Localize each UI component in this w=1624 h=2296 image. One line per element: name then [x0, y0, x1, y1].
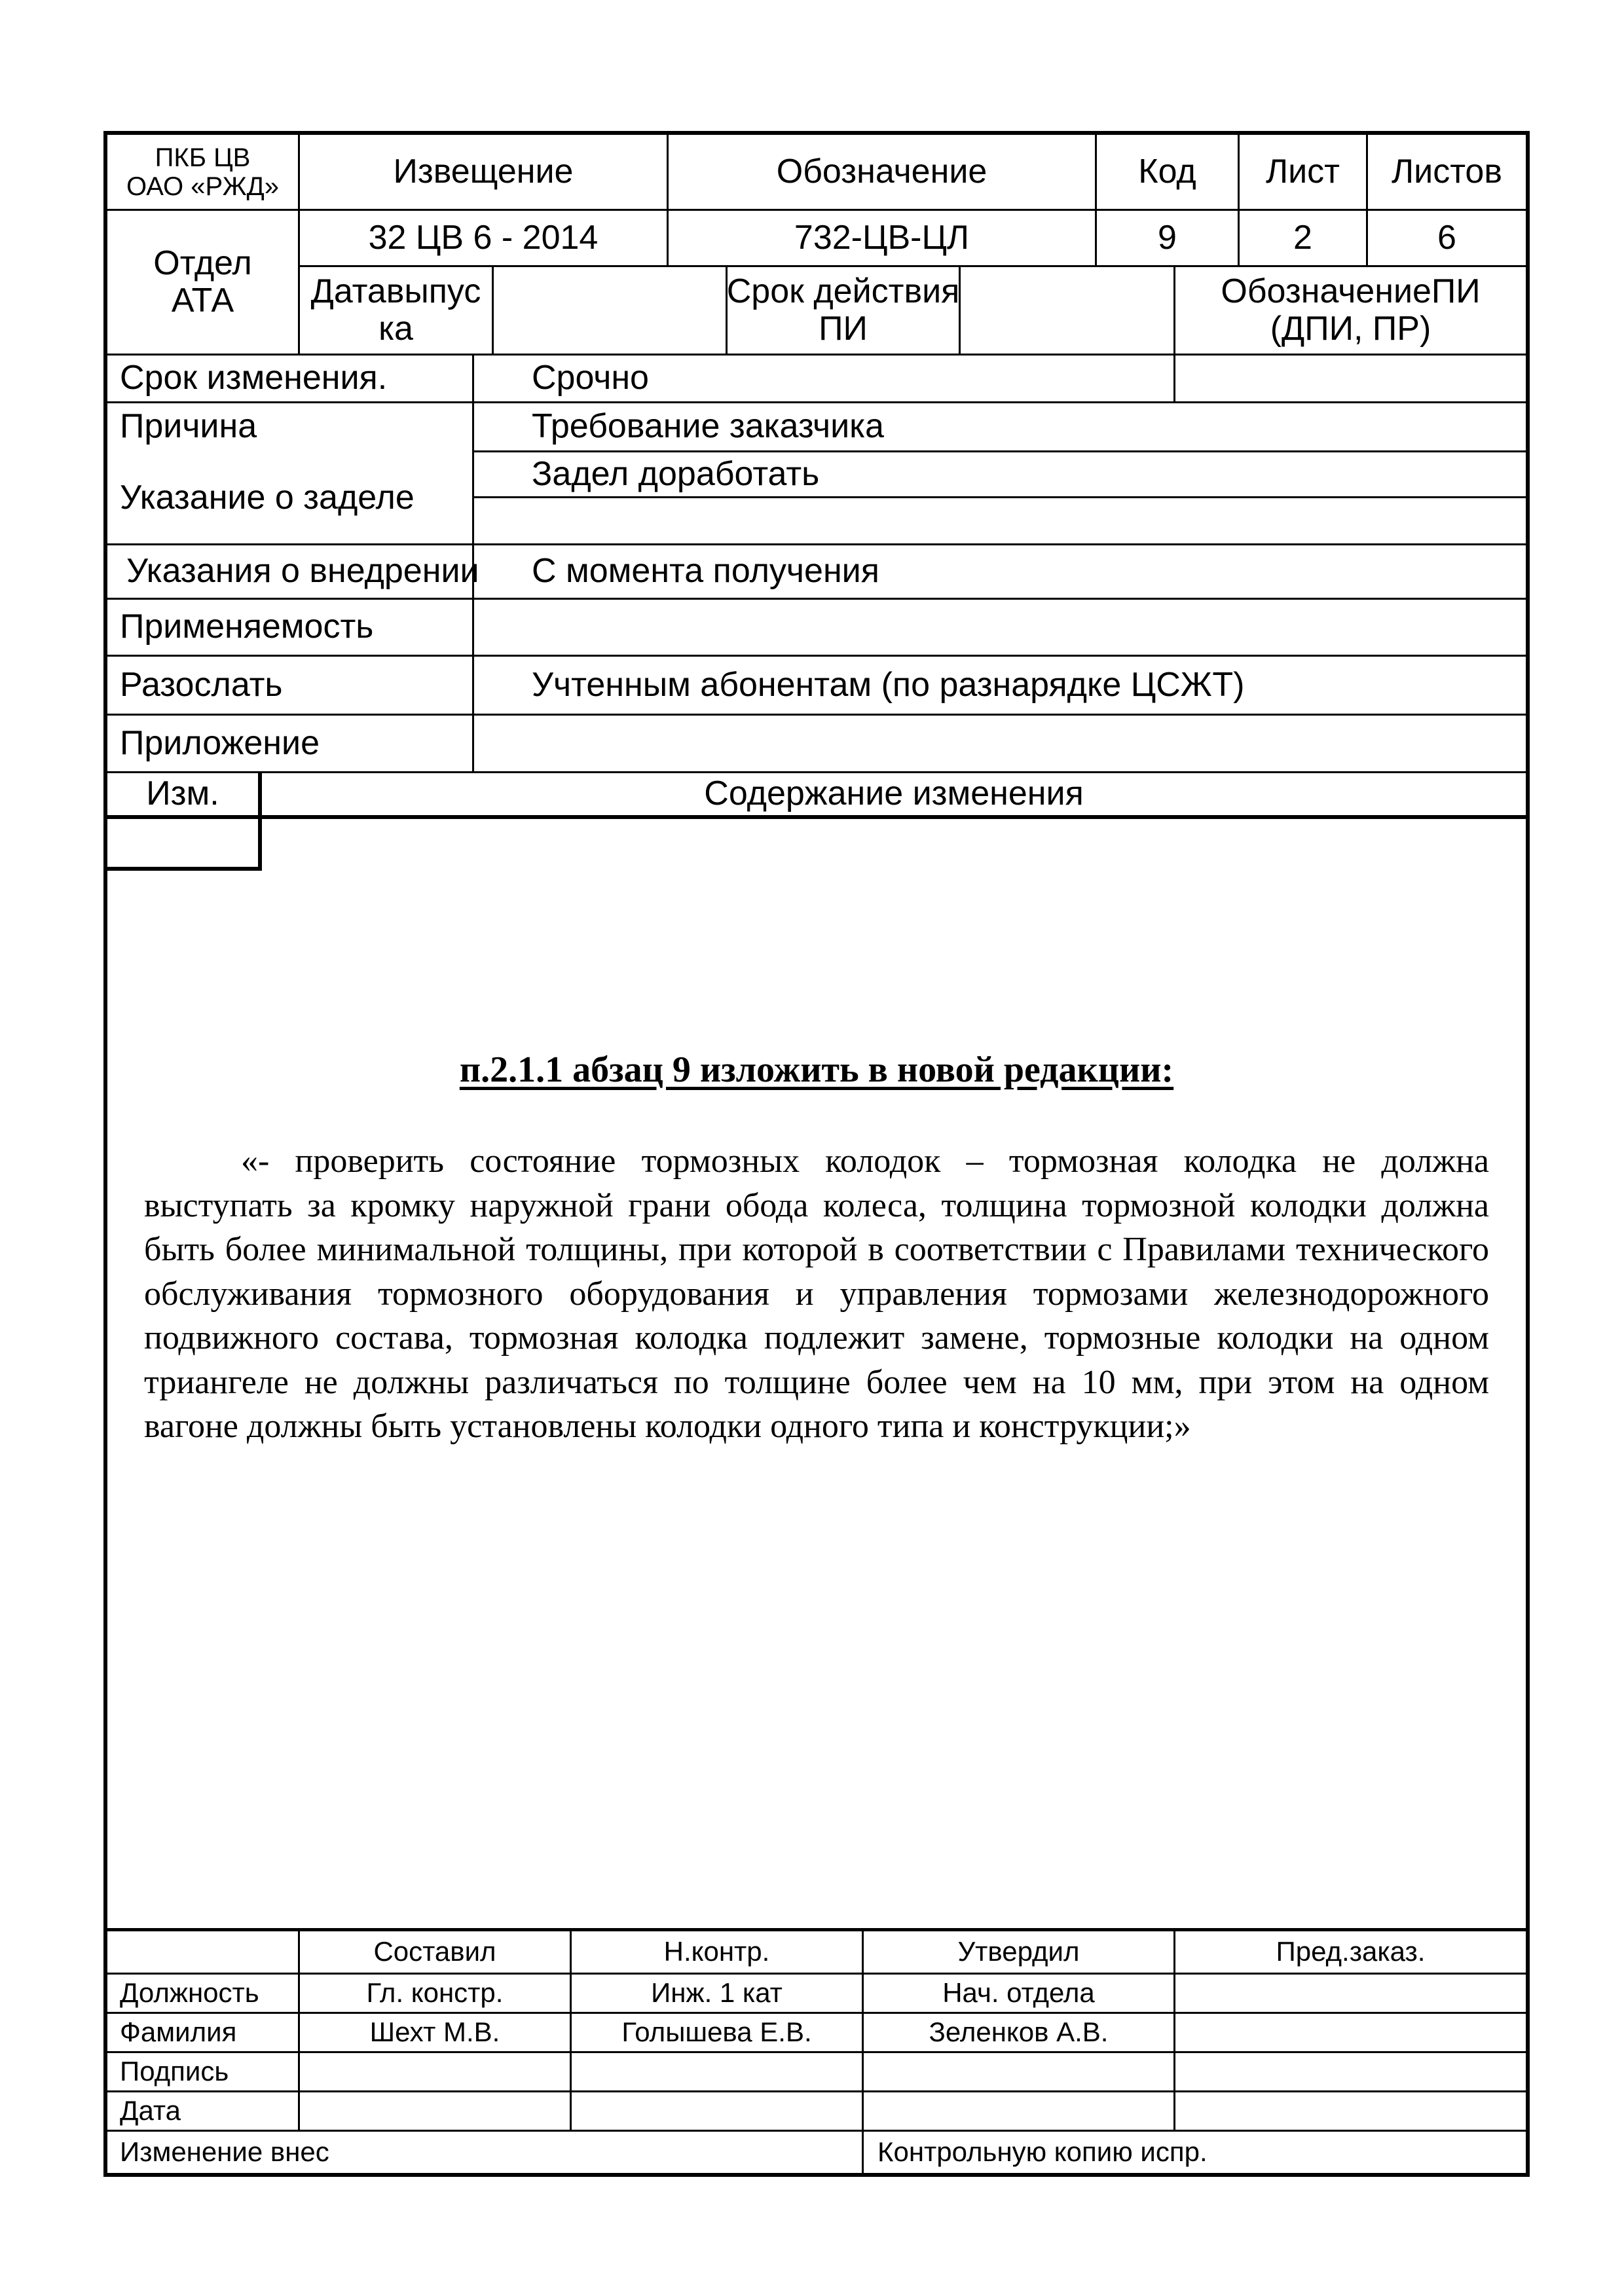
revision-label: Изм. [146, 774, 219, 813]
release-date-label: Датавыпус ка [310, 272, 481, 348]
surname-approved: Зеленков А.В. [929, 2016, 1109, 2048]
approvals-col-compiled: Составил [373, 1936, 496, 1967]
applicability-label: Применяемость [120, 608, 374, 646]
change-heading: п.2.1.1 абзац 9 изложить в новой редакции: [459, 1049, 1174, 1090]
change-term-label: Срок изменения. [120, 359, 388, 397]
changed-by-label: Изменение внес [120, 2136, 329, 2168]
surname-norm-control: Голышева Е.В. [621, 2016, 812, 2048]
position-compiled: Гл. констр. [366, 1977, 504, 2009]
sheet-label: Лист [1266, 152, 1340, 191]
backlog-label: Указание о заделе [120, 478, 415, 517]
distribute-label: Разослать [120, 665, 283, 704]
surname-label: Фамилия [120, 2016, 237, 2048]
approvals-col-customer-rep: Пред.заказ. [1276, 1936, 1426, 1967]
notice-number: 32 ЦВ 6 - 2014 [368, 218, 599, 257]
code-value: 9 [1158, 218, 1177, 257]
position-label: Должность [120, 1977, 259, 2009]
surname-compiled: Шехт М.В. [369, 2016, 500, 2048]
approvals-col-approved: Утвердил [957, 1936, 1080, 1967]
change-term-value: Срочно [532, 359, 649, 397]
date-customer-rep [1175, 2092, 1526, 2130]
sheets-value: 6 [1437, 218, 1456, 257]
signature-label: Подпись [120, 2056, 229, 2087]
date-compiled [300, 2092, 570, 2130]
change-paragraph: «- проверить состояние тормозных колодок – тормозная колодка не должна выступать за кромку наружной грани обода колеса, толщина тормозной колодки должна быть более минимальной толщины, при которой в соответствии с Правилами технического обслуживания тормозного оборудования и управления тормозами железнодорожного подвижного состава, тормозная колодка подлежит замене, тормозные колодки на одном триангеле не должны различаться по толщине более чем на 10 мм, при этом на одном вагоне должны быть установлены колодки одного типа и конструкции;» [144, 1142, 1489, 1445]
validity-label: Срок действия ПИ [726, 272, 960, 348]
org-name: ПКБ ЦВ ОАО «РЖД» [126, 143, 279, 201]
position-approved: Нач. отдела [942, 1977, 1095, 2009]
department: Отдел АТА [153, 244, 252, 319]
backlog-value: Задел доработать [532, 454, 820, 493]
designation-label: Обозначение [776, 152, 987, 191]
position-customer-rep [1175, 1975, 1526, 2012]
position-norm-control: Инж. 1 кат [651, 1977, 783, 2009]
signature-customer-rep [1175, 2053, 1526, 2090]
attachment-label: Приложение [120, 723, 320, 762]
date-label: Дата [120, 2095, 181, 2126]
sheet-value: 2 [1293, 218, 1312, 257]
pi-designation-label: ОбозначениеПИ (ДПИ, ПР) [1221, 272, 1481, 348]
sheets-label: Листов [1392, 152, 1502, 191]
revision-value [107, 819, 258, 867]
content-label: Содержание изменения [704, 774, 1084, 813]
reason-label: Причина [120, 407, 257, 446]
signature-approved [864, 2053, 1173, 2090]
signature-norm-control [572, 2053, 862, 2090]
reason-value: Требование заказчика [532, 407, 884, 446]
designation-value: 732-ЦВ-ЦЛ [794, 218, 970, 257]
implementation-value: С момента получения [532, 552, 879, 591]
surname-customer-rep [1175, 2014, 1526, 2051]
distribute-value: Учтенным абонентам (по разнарядке ЦСЖТ) [532, 665, 1245, 704]
release-date-value [494, 267, 726, 354]
control-copy-label: Контрольную копию испр. [877, 2136, 1208, 2168]
signature-compiled [300, 2053, 570, 2090]
code-label: Код [1138, 152, 1196, 191]
approvals-col-norm-control: Н.контр. [663, 1936, 770, 1967]
date-approved [864, 2092, 1173, 2130]
validity-value [961, 267, 1173, 354]
implementation-label: Указания о внедрении [126, 552, 479, 591]
notice-label: Извещение [393, 152, 574, 191]
date-norm-control [572, 2092, 862, 2130]
